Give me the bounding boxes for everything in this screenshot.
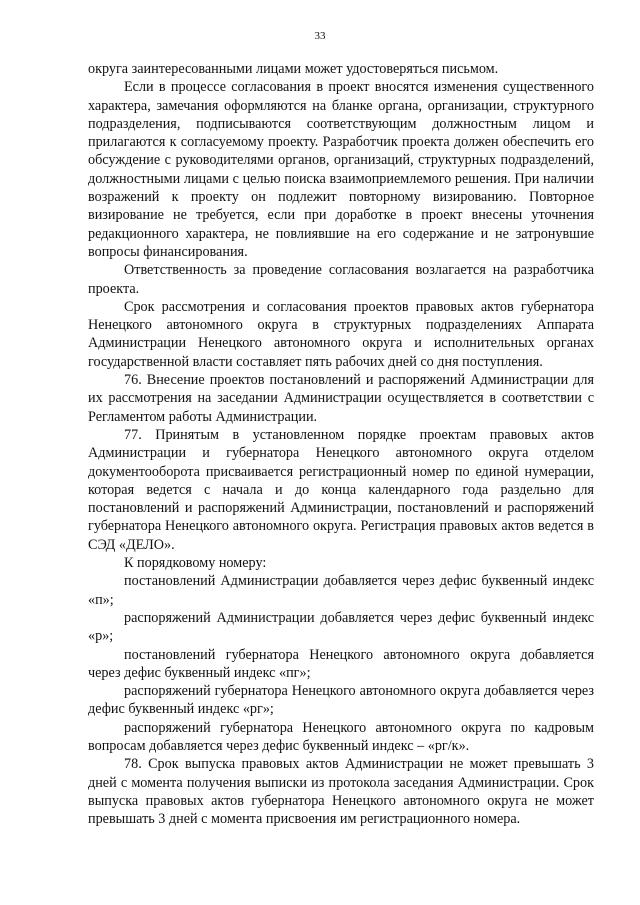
- paragraph-index-p: постановлений Администрации добавляется через дефис буквенный индекс «п»;: [88, 573, 594, 608]
- paragraph-review-deadline: Срок рассмотрения и согласования проектов правовых актов губернатора Ненецкого автономного округа в структурных подразделениях Аппарата Администрации Ненецкого автономного округа и исполнительных органах государственной власти составляет пять рабочих дней со дня поступления.: [88, 298, 594, 370]
- paragraph-changes-approval: Если в процессе согласования в проект вносятся изменения существенного характера, замечания оформляются на бланке органа, организации, структурного подразделения, подписываются соответствующим должностным лицом и прилагаются к согласуемому проекту. Разработчик проекта должен обеспечить его обсуждение с руководителями органов, организаций, структурных подразделений, должностными лицами с целью поиска взаимоприемлемого решения. При наличии возражений к проекту он подлежит повторному визированию. Повторное визирование не требуется, если при доработке в проект внесены уточнения редакционного характера, не повлиявшие на его содержание и не затронувшие вопросы финансирования.: [88, 79, 594, 260]
- paragraph-index-pg: постановлений губернатора Ненецкого автономного округа добавляется через дефис буквенный индекс «пг»;: [88, 646, 594, 681]
- paragraph-continuation: округа заинтересованными лицами может удостоверяться письмом.: [88, 61, 499, 77]
- paragraph-item-78: 78. Срок выпуска правовых актов Администрации не может превышать 3 дней с момента получения выписки из протокола заседания Администрации. Срок выпуска правовых актов губернатора Ненецкого автономного округа не может превышать 3 дней с момента присвоения им регистрационного номера.: [88, 756, 594, 828]
- paragraph-index-intro: К порядковому номеру:: [124, 555, 267, 572]
- paragraph-index-rgk: распоряжений губернатора Ненецкого автономного округа по кадровым вопросам добавляется через дефис буквенный индекс – «рг/к».: [88, 719, 594, 754]
- paragraph-index-r: распоряжений Администрации добавляется через дефис буквенный индекс «р»;: [88, 609, 594, 645]
- page-number: 33: [314, 30, 326, 42]
- paragraph-responsibility: Ответственность за проведение согласования возлагается на разработчика проекта.: [88, 262, 594, 297]
- paragraph-index-rg: распоряжений губернатора Ненецкого автономного округа добавляется через дефис буквенный индекс «рг»;: [88, 683, 594, 718]
- paragraph-item-77: 77. Принятым в установленном порядке проектам правовых актов Администрации и губернатора Ненецкого автономного округа отделом документооборота присваивается регистрационный номер по единой нумерации, которая ведется с начала и до конца календарного года раздельно для постановлений и распоряжений Администрации, постановлений и распоряжений губернатора Ненецкого автономного округа. Регистрация правовых актов ведется в СЭД «ДЕЛО».: [88, 426, 594, 553]
- paragraph-item-76: 76. Внесение проектов постановлений и распоряжений Администрации для их рассмотрения на заседании Администрации осуществляется в соответствии с Регламентом работы Администрации.: [88, 372, 594, 425]
- document-body: [88, 60, 594, 828]
